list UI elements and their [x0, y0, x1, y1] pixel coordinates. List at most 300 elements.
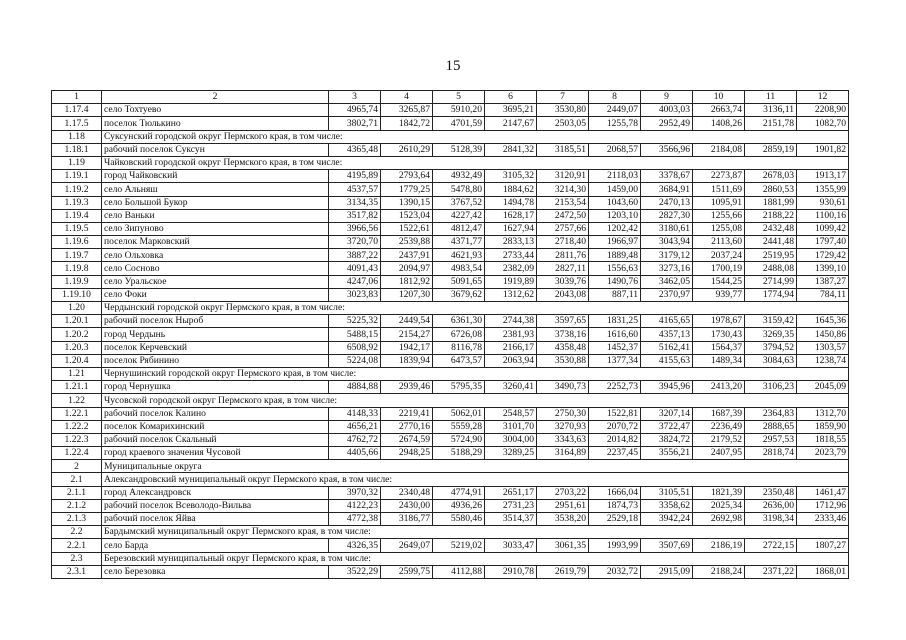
table-row [52, 420, 849, 433]
value-cell: 939,77 [693, 288, 745, 301]
value-cell: 4405,66 [329, 447, 381, 460]
value-cell: 1303,57 [797, 341, 849, 354]
table-row [52, 354, 849, 367]
value-cell: 3522,29 [329, 565, 381, 578]
value-cell: 2818,74 [745, 447, 797, 460]
section-row [52, 473, 849, 486]
value-cell: 1399,10 [797, 262, 849, 275]
row-code-cell: 1.18.1 [52, 143, 102, 156]
value-cell: 2113,60 [693, 236, 745, 249]
value-cell: 5219,02 [433, 539, 485, 552]
header-cell: 1 [52, 91, 102, 104]
value-cell: 887,11 [589, 288, 641, 301]
value-cell: 1913,17 [797, 170, 849, 183]
value-cell: 2651,17 [485, 486, 537, 499]
value-cell: 1687,39 [693, 407, 745, 420]
tariff-table [51, 90, 849, 579]
value-cell: 3084,63 [745, 354, 797, 367]
header-cell: 2 [102, 91, 329, 104]
value-cell: 2750,30 [537, 407, 589, 420]
value-cell: 4165,65 [641, 315, 693, 328]
value-cell: 4365,48 [329, 143, 381, 156]
value-cell: 2068,57 [589, 143, 641, 156]
value-cell: 1874,73 [589, 499, 641, 512]
header-cell: 4 [381, 91, 433, 104]
value-cell: 1522,61 [381, 222, 433, 235]
row-code-cell: 1.17.5 [52, 117, 102, 130]
value-cell: 2147,67 [485, 117, 537, 130]
value-cell: 1082,70 [797, 117, 849, 130]
table-row [52, 117, 849, 130]
settlement-name-cell: село Сосново [102, 262, 329, 275]
value-cell: 930,61 [797, 196, 849, 209]
row-code-cell: 2.1.3 [52, 513, 102, 526]
header-cell: 3 [329, 91, 381, 104]
value-cell: 2599,75 [381, 565, 433, 578]
settlement-name-cell: город Чердынь [102, 328, 329, 341]
value-cell: 1839,94 [381, 354, 433, 367]
row-code-cell: 1.20.2 [52, 328, 102, 341]
value-cell: 4148,33 [329, 407, 381, 420]
value-cell: 2236,49 [693, 420, 745, 433]
row-code-cell: 1.19.8 [52, 262, 102, 275]
header-cell: 7 [537, 91, 589, 104]
settlement-name-cell: поселок Керчевский [102, 341, 329, 354]
value-cell: 1523,04 [381, 209, 433, 222]
value-cell: 6473,57 [433, 354, 485, 367]
value-cell: 2952,49 [641, 117, 693, 130]
value-cell: 2273,87 [693, 170, 745, 183]
value-cell: 1202,42 [589, 222, 641, 235]
row-code-cell: 1.20.3 [52, 341, 102, 354]
value-cell: 2014,82 [589, 433, 641, 446]
value-cell: 3942,24 [641, 513, 693, 526]
value-cell: 6726,08 [433, 328, 485, 341]
value-cell: 2186,19 [693, 539, 745, 552]
header-cell: 12 [797, 91, 849, 104]
value-cell: 2208,90 [797, 104, 849, 117]
value-cell: 1797,40 [797, 236, 849, 249]
value-cell: 2441,48 [745, 236, 797, 249]
settlement-name-cell: село Ольховка [102, 249, 329, 262]
value-cell: 3507,69 [641, 539, 693, 552]
table-row [52, 499, 849, 512]
section-title-cell: Чайковский городской округ Пермского края, в том числе: [102, 156, 849, 169]
value-cell: 4772,38 [329, 513, 381, 526]
table-row [52, 236, 849, 249]
value-cell: 4812,47 [433, 222, 485, 235]
value-cell: 1490,76 [589, 275, 641, 288]
value-cell: 1821,39 [693, 486, 745, 499]
value-cell: 2094,97 [381, 262, 433, 275]
value-cell: 4965,74 [329, 104, 381, 117]
value-cell: 2663,74 [693, 104, 745, 117]
value-cell: 4357,13 [641, 328, 693, 341]
value-cell: 2370,97 [641, 288, 693, 301]
table-row [52, 104, 849, 117]
value-cell: 3530,80 [537, 104, 589, 117]
row-code-cell: 1.17.4 [52, 104, 102, 117]
value-cell: 3159,42 [745, 315, 797, 328]
value-cell: 1461,47 [797, 486, 849, 499]
value-cell: 2733,44 [485, 249, 537, 262]
value-cell: 5062,01 [433, 407, 485, 420]
value-cell: 2888,65 [745, 420, 797, 433]
value-cell: 4195,89 [329, 170, 381, 183]
table-row [52, 433, 849, 446]
settlement-name-cell: поселок Рябинино [102, 354, 329, 367]
value-cell: 3794,52 [745, 341, 797, 354]
value-cell: 3343,63 [537, 433, 589, 446]
settlement-name-cell: город Александровск [102, 486, 329, 499]
value-cell: 4774,91 [433, 486, 485, 499]
row-code-cell: 2.1.2 [52, 499, 102, 512]
settlement-name-cell: село Большой Букор [102, 196, 329, 209]
row-code-cell: 1.19.1 [52, 170, 102, 183]
value-cell: 2045,09 [797, 381, 849, 394]
value-cell: 5724,90 [433, 433, 485, 446]
settlement-name-cell: рабочий поселок Суксун [102, 143, 329, 156]
settlement-name-cell: село Фоки [102, 288, 329, 301]
value-cell: 1203,10 [589, 209, 641, 222]
value-cell: 2184,08 [693, 143, 745, 156]
value-cell: 4932,49 [433, 170, 485, 183]
value-cell: 2252,73 [589, 381, 641, 394]
value-cell: 2503,05 [537, 117, 589, 130]
value-cell: 4247,06 [329, 275, 381, 288]
value-cell: 5478,80 [433, 183, 485, 196]
value-cell: 3695,21 [485, 104, 537, 117]
settlement-name-cell: город краевого значения Чусовой [102, 447, 329, 460]
table-row [52, 196, 849, 209]
value-cell: 2432,48 [745, 222, 797, 235]
table-row [52, 249, 849, 262]
table-row [52, 486, 849, 499]
value-cell: 3538,20 [537, 513, 589, 526]
value-cell: 3684,91 [641, 183, 693, 196]
value-cell: 1408,26 [693, 117, 745, 130]
section-row [52, 156, 849, 169]
value-cell: 3164,89 [537, 447, 589, 460]
table-row [52, 183, 849, 196]
table-row [52, 262, 849, 275]
value-cell: 3185,51 [537, 143, 589, 156]
value-cell: 3378,67 [641, 170, 693, 183]
value-cell: 1556,63 [589, 262, 641, 275]
value-cell: 2153,54 [537, 196, 589, 209]
value-cell: 5795,35 [433, 381, 485, 394]
value-cell: 4122,23 [329, 499, 381, 512]
row-code-cell: 1.22.4 [52, 447, 102, 460]
table-row [52, 170, 849, 183]
value-cell: 6508,92 [329, 341, 381, 354]
value-cell: 1645,36 [797, 315, 849, 328]
value-cell: 1255,78 [589, 117, 641, 130]
value-cell: 3556,21 [641, 447, 693, 460]
value-cell: 2649,07 [381, 539, 433, 552]
value-cell: 1842,72 [381, 117, 433, 130]
section-row [52, 394, 849, 407]
value-cell: 3966,56 [329, 222, 381, 235]
value-cell: 1255,66 [693, 209, 745, 222]
value-cell: 2449,54 [381, 315, 433, 328]
settlement-name-cell: город Чайковский [102, 170, 329, 183]
value-cell: 4884,88 [329, 381, 381, 394]
section-code-cell: 1.18 [52, 130, 102, 143]
section-title-cell: Чернушинский городской округ Пермского края, в том числе: [102, 367, 849, 380]
table-body [52, 104, 849, 579]
settlement-name-cell: поселок Комарихинский [102, 420, 329, 433]
value-cell: 5559,28 [433, 420, 485, 433]
value-cell: 3207,14 [641, 407, 693, 420]
value-cell: 3887,22 [329, 249, 381, 262]
value-cell: 2470,13 [641, 196, 693, 209]
header-row [52, 91, 849, 104]
value-cell: 2674,59 [381, 433, 433, 446]
value-cell: 2166,17 [485, 341, 537, 354]
value-cell: 1095,91 [693, 196, 745, 209]
value-cell: 2793,64 [381, 170, 433, 183]
settlement-name-cell: село Альняш [102, 183, 329, 196]
value-cell: 1459,00 [589, 183, 641, 196]
value-cell: 3105,51 [641, 486, 693, 499]
value-cell: 3358,62 [641, 499, 693, 512]
value-cell: 3198,34 [745, 513, 797, 526]
value-cell: 2529,18 [589, 513, 641, 526]
value-cell: 4227,42 [433, 209, 485, 222]
value-cell: 2063,94 [485, 354, 537, 367]
value-cell: 2340,48 [381, 486, 433, 499]
settlement-name-cell: село Уральское [102, 275, 329, 288]
value-cell: 2437,91 [381, 249, 433, 262]
row-code-cell: 2.1.1 [52, 486, 102, 499]
value-cell: 2151,78 [745, 117, 797, 130]
row-code-cell: 1.19.10 [52, 288, 102, 301]
value-cell: 1730,43 [693, 328, 745, 341]
row-code-cell: 1.20.1 [52, 315, 102, 328]
value-cell: 3106,23 [745, 381, 797, 394]
value-cell: 2610,29 [381, 143, 433, 156]
value-cell: 2841,32 [485, 143, 537, 156]
value-cell: 2519,95 [745, 249, 797, 262]
value-cell: 2744,38 [485, 315, 537, 328]
value-cell: 5162,41 [641, 341, 693, 354]
table-row [52, 143, 849, 156]
value-cell: 1779,25 [381, 183, 433, 196]
section-row [52, 302, 849, 315]
value-cell: 1100,16 [797, 209, 849, 222]
header-cell: 10 [693, 91, 745, 104]
value-cell: 2070,72 [589, 420, 641, 433]
section-row [52, 552, 849, 565]
value-cell: 2219,41 [381, 407, 433, 420]
value-cell: 1774,94 [745, 288, 797, 301]
section-title-cell: Чердынский городской округ Пермского края, в том числе: [102, 302, 849, 315]
row-code-cell: 2.2.1 [52, 539, 102, 552]
value-cell: 2488,08 [745, 262, 797, 275]
value-cell: 2333,46 [797, 513, 849, 526]
value-cell: 1919,89 [485, 275, 537, 288]
value-cell: 1043,60 [589, 196, 641, 209]
table-row [52, 315, 849, 328]
value-cell: 1450,86 [797, 328, 849, 341]
value-cell: 3043,94 [641, 236, 693, 249]
table-row [52, 222, 849, 235]
value-cell: 4936,26 [433, 499, 485, 512]
value-cell: 5128,39 [433, 143, 485, 156]
value-cell: 1387,27 [797, 275, 849, 288]
settlement-name-cell: город Чернушка [102, 381, 329, 394]
value-cell: 1312,62 [485, 288, 537, 301]
value-cell: 5580,46 [433, 513, 485, 526]
value-cell: 2692,98 [693, 513, 745, 526]
value-cell: 2678,03 [745, 170, 797, 183]
value-cell: 3597,65 [537, 315, 589, 328]
table-row [52, 565, 849, 578]
value-cell: 3720,70 [329, 236, 381, 249]
value-cell: 2718,40 [537, 236, 589, 249]
table-row [52, 513, 849, 526]
section-title-cell: Муниципальные округа [102, 460, 849, 473]
value-cell: 3214,30 [537, 183, 589, 196]
row-code-cell: 1.19.2 [52, 183, 102, 196]
value-cell: 1452,37 [589, 341, 641, 354]
value-cell: 2472,50 [537, 209, 589, 222]
value-cell: 3945,96 [641, 381, 693, 394]
value-cell: 3767,52 [433, 196, 485, 209]
value-cell: 1966,97 [589, 236, 641, 249]
value-cell: 1377,34 [589, 354, 641, 367]
table-row [52, 447, 849, 460]
value-cell: 1942,17 [381, 341, 433, 354]
value-cell: 2860,53 [745, 183, 797, 196]
settlement-name-cell: поселок Тюлькино [102, 117, 329, 130]
value-cell: 5488,15 [329, 328, 381, 341]
section-title-cell: Бардымский муниципальный округ Пермского края, в том числе: [102, 526, 849, 539]
value-cell: 3105,32 [485, 170, 537, 183]
value-cell: 2032,72 [589, 565, 641, 578]
value-cell: 2179,52 [693, 433, 745, 446]
value-cell: 2770,16 [381, 420, 433, 433]
value-cell: 2833,13 [485, 236, 537, 249]
value-cell: 1355,99 [797, 183, 849, 196]
value-cell: 2957,53 [745, 433, 797, 446]
value-cell: 3270,93 [537, 420, 589, 433]
header-cell: 9 [641, 91, 693, 104]
row-code-cell: 1.19.5 [52, 222, 102, 235]
section-title-cell: Чусовской городской округ Пермского края, в том числе: [102, 394, 849, 407]
table-row [52, 341, 849, 354]
value-cell: 2364,83 [745, 407, 797, 420]
value-cell: 2548,57 [485, 407, 537, 420]
value-cell: 3970,32 [329, 486, 381, 499]
value-cell: 3004,00 [485, 433, 537, 446]
value-cell: 4656,21 [329, 420, 381, 433]
value-cell: 2859,19 [745, 143, 797, 156]
value-cell: 3136,11 [745, 104, 797, 117]
header-cell: 5 [433, 91, 485, 104]
row-code-cell: 1.19.9 [52, 275, 102, 288]
value-cell: 1978,67 [693, 315, 745, 328]
section-code-cell: 2.2 [52, 526, 102, 539]
table-row [52, 288, 849, 301]
value-cell: 1616,60 [589, 328, 641, 341]
value-cell: 1628,17 [485, 209, 537, 222]
settlement-name-cell: село Барда [102, 539, 329, 552]
row-code-cell: 1.19.4 [52, 209, 102, 222]
value-cell: 1312,70 [797, 407, 849, 420]
settlement-name-cell: рабочий поселок Яйва [102, 513, 329, 526]
row-code-cell: 1.22.1 [52, 407, 102, 420]
value-cell: 2188,22 [745, 209, 797, 222]
value-cell: 4112,88 [433, 565, 485, 578]
value-cell: 4155,63 [641, 354, 693, 367]
value-cell: 3269,35 [745, 328, 797, 341]
value-cell: 2037,24 [693, 249, 745, 262]
value-cell: 3260,41 [485, 381, 537, 394]
value-cell: 1807,27 [797, 539, 849, 552]
value-cell: 2619,79 [537, 565, 589, 578]
value-cell: 2371,22 [745, 565, 797, 578]
value-cell: 1522,81 [589, 407, 641, 420]
value-cell: 2430,00 [381, 499, 433, 512]
value-cell: 3824,72 [641, 433, 693, 446]
value-cell: 2023,79 [797, 447, 849, 460]
section-title-cell: Суксунский городской округ Пермского края, в том числе: [102, 130, 849, 143]
value-cell: 2449,07 [589, 104, 641, 117]
value-cell: 3120,91 [537, 170, 589, 183]
value-cell: 2951,61 [537, 499, 589, 512]
value-cell: 2025,34 [693, 499, 745, 512]
settlement-name-cell: рабочий поселок Скальный [102, 433, 329, 446]
value-cell: 8116,78 [433, 341, 485, 354]
value-cell: 2154,27 [381, 328, 433, 341]
section-row [52, 367, 849, 380]
value-cell: 1729,42 [797, 249, 849, 262]
value-cell: 3462,05 [641, 275, 693, 288]
value-cell: 4091,43 [329, 262, 381, 275]
value-cell: 2413,20 [693, 381, 745, 394]
value-cell: 2381,93 [485, 328, 537, 341]
value-cell: 4371,77 [433, 236, 485, 249]
value-cell: 2757,66 [537, 222, 589, 235]
header-cell: 6 [485, 91, 537, 104]
row-code-cell: 1.20.4 [52, 354, 102, 367]
value-cell: 1099,42 [797, 222, 849, 235]
value-cell: 5224,08 [329, 354, 381, 367]
value-cell: 3514,37 [485, 513, 537, 526]
value-cell: 3273,16 [641, 262, 693, 275]
row-code-cell: 1.19.6 [52, 236, 102, 249]
value-cell: 2827,11 [537, 262, 589, 275]
value-cell: 1489,34 [693, 354, 745, 367]
value-cell: 2539,88 [381, 236, 433, 249]
page-number: 15 [445, 58, 461, 74]
value-cell: 1666,04 [589, 486, 641, 499]
value-cell: 3530,88 [537, 354, 589, 367]
value-cell: 1712,96 [797, 499, 849, 512]
value-cell: 1812,92 [381, 275, 433, 288]
value-cell: 1564,37 [693, 341, 745, 354]
value-cell: 2910,78 [485, 565, 537, 578]
value-cell: 1859,90 [797, 420, 849, 433]
value-cell: 3722,47 [641, 420, 693, 433]
value-cell: 4358,48 [537, 341, 589, 354]
value-cell: 5188,29 [433, 447, 485, 460]
section-code-cell: 1.21 [52, 367, 102, 380]
value-cell: 2722,15 [745, 539, 797, 552]
value-cell: 3517,82 [329, 209, 381, 222]
